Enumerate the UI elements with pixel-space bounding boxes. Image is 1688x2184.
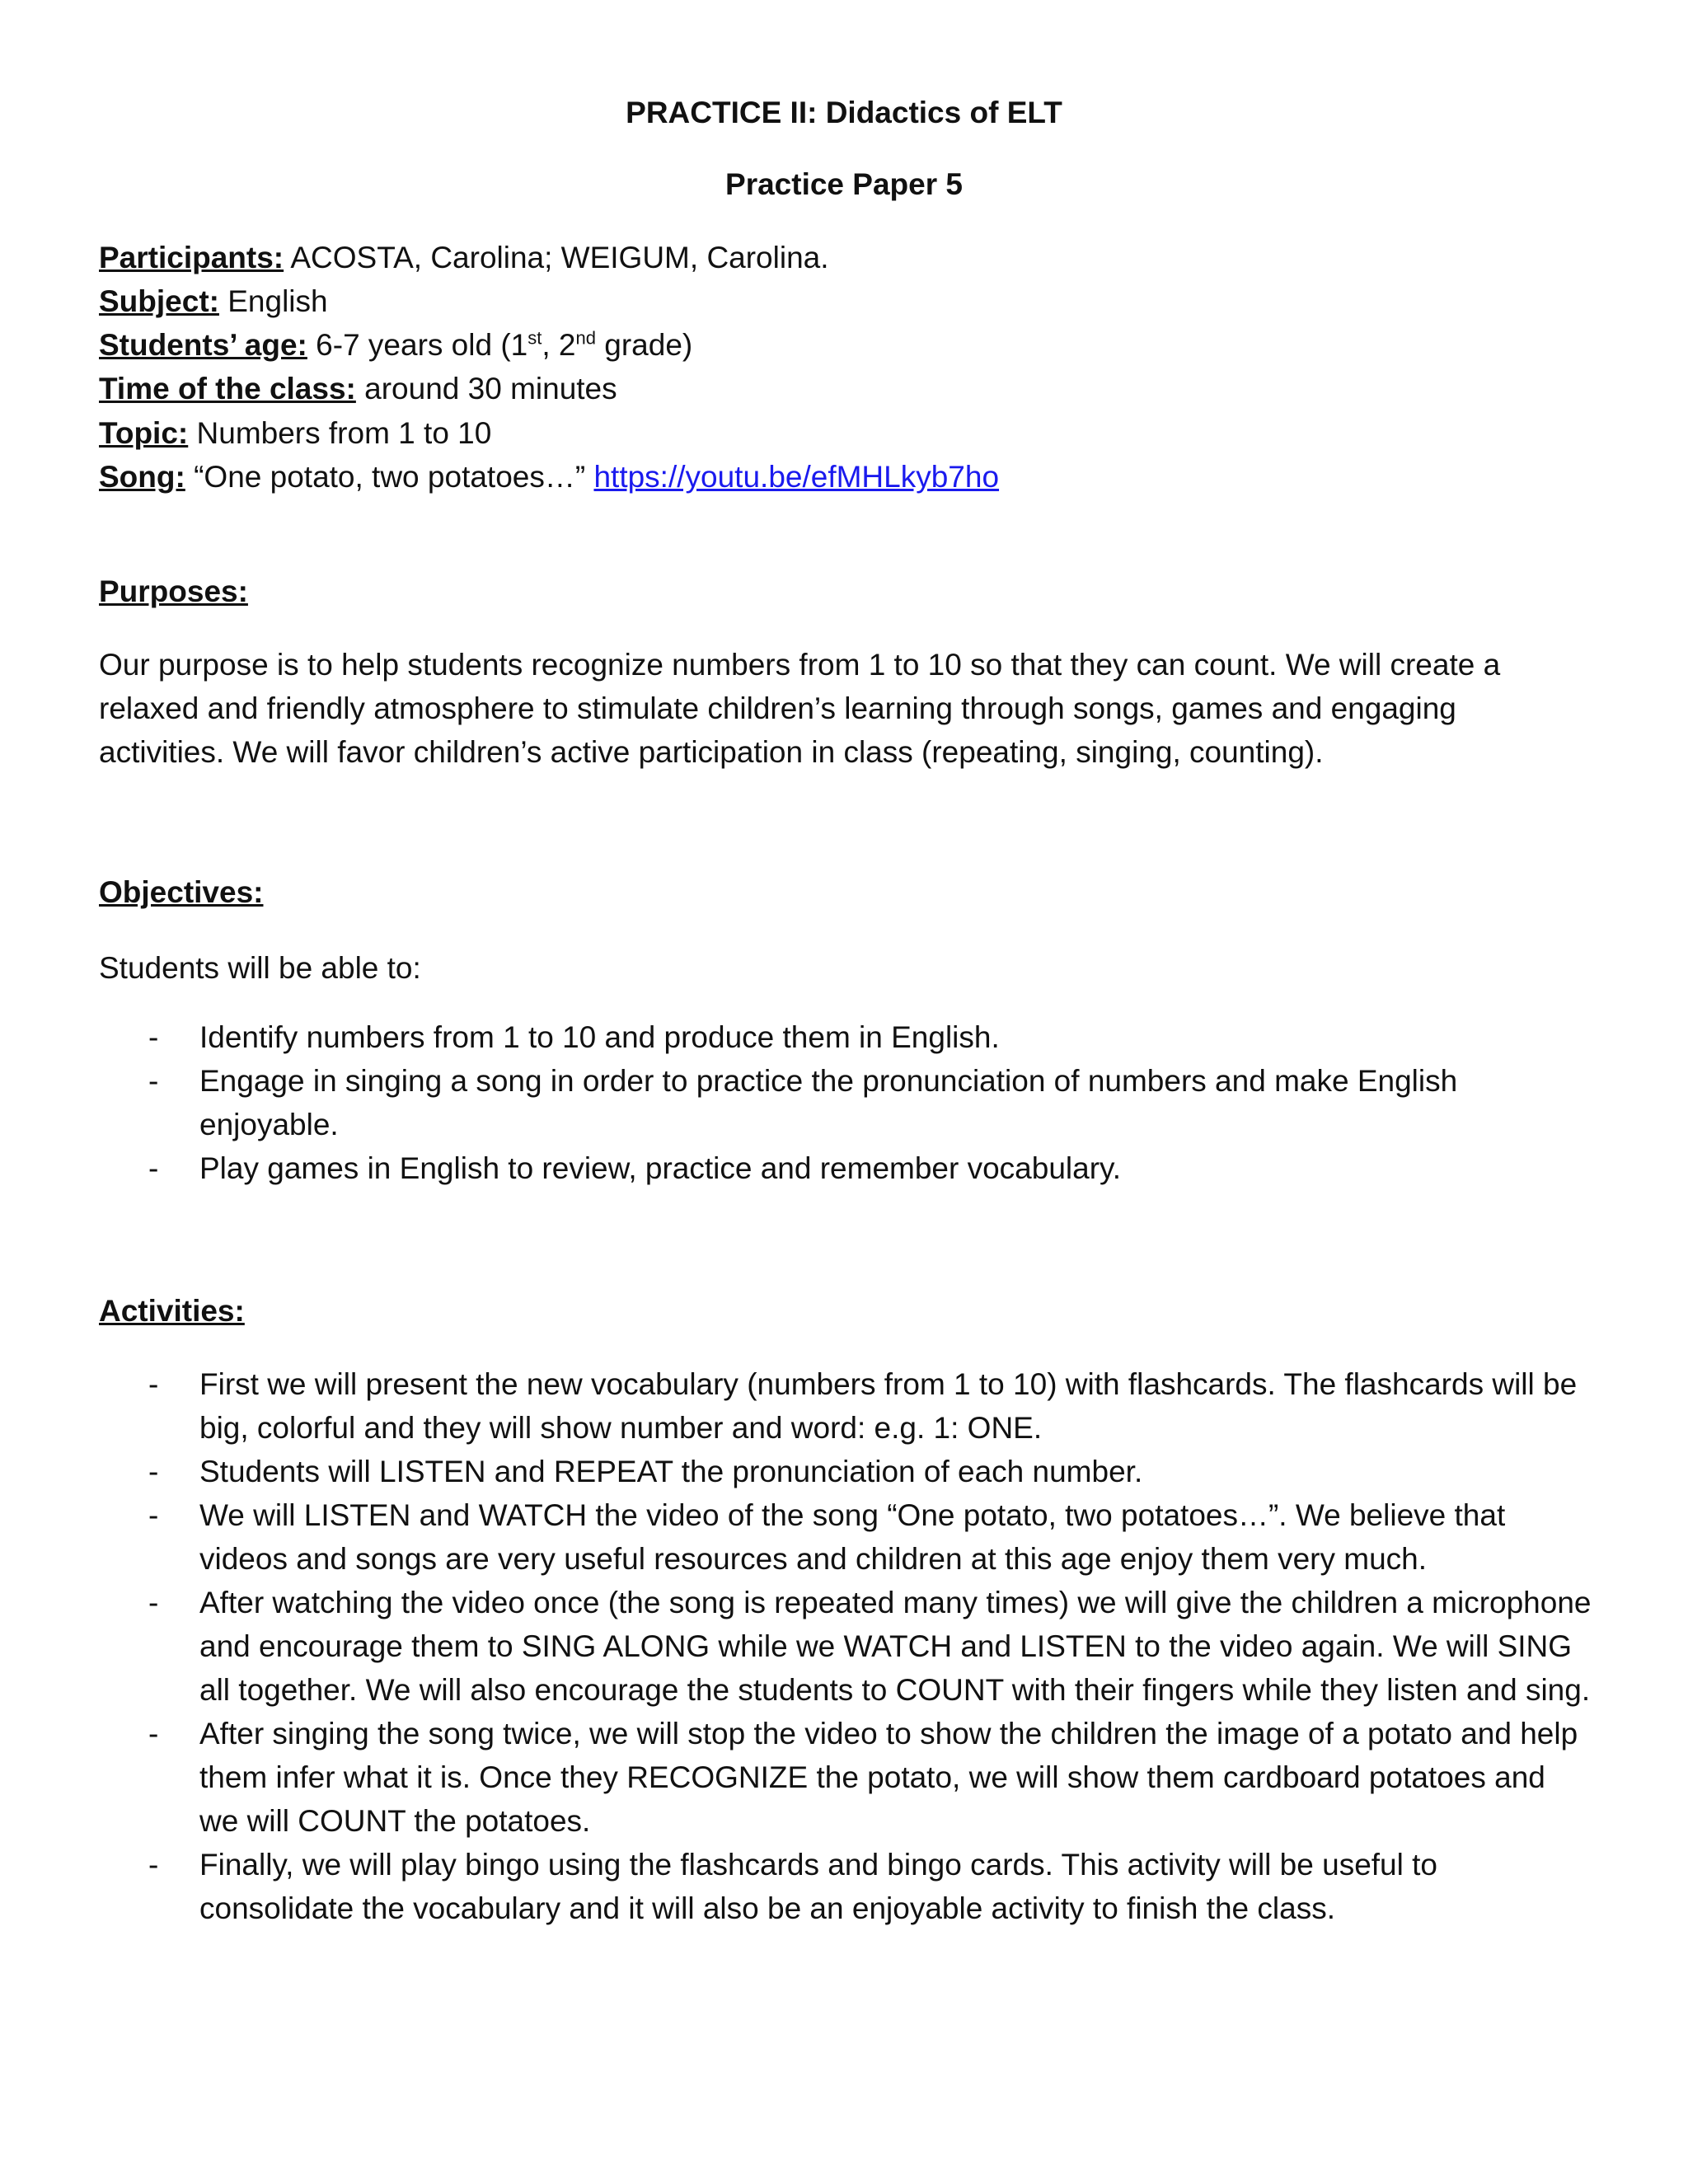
purposes-heading: Purposes: — [99, 574, 248, 608]
subject-label: Subject: — [99, 284, 219, 318]
song-link[interactable]: https://youtu.be/efMHLkyb7ho — [593, 460, 1000, 494]
purposes-text: Our purpose is to help students recognize numbers from 1 to 10 so that they can count. We will create a relaxed and friendly atmosphere to stimulate children’s learning through songs, games and engaging activities. We will favor children’s active participation in class (repeating, singing, counting). — [99, 648, 1501, 769]
topic-label: Topic: — [99, 416, 189, 450]
list-item: - We will LISTEN and WATCH the video of the song “One potato, two potatoes…”. We believe that videos and songs are very useful resources and children at this age enjoy them very much. — [148, 1498, 1506, 1576]
document-title: PRACTICE II: Didactics of ELT — [626, 96, 1062, 129]
participants-value: ACOSTA, Carolina; WEIGUM, Carolina. — [290, 241, 829, 274]
objectives-list — [0, 1015, 1592, 1190]
time-value: around 30 minutes — [364, 372, 617, 405]
list-item: - Engage in singing a song in order to practice the pronunciation of numbers and make English enjoyable. — [148, 1064, 1458, 1141]
objectives-heading: Objectives: — [99, 875, 264, 909]
subject-line — [99, 284, 328, 319]
objectives-intro: Students will be able to: — [99, 951, 421, 985]
age-label: Students’ age: — [99, 328, 307, 362]
topic-line — [99, 416, 491, 451]
time-label: Time of the class: — [99, 372, 356, 405]
song-line — [99, 460, 999, 494]
song-value: “One potato, two potatoes…” — [194, 460, 586, 494]
song-label: Song: — [99, 460, 185, 494]
document-subtitle: Practice Paper 5 — [725, 167, 963, 201]
list-item: - Students will LISTEN and REPEAT the pronunciation of each number. — [148, 1455, 1143, 1488]
subject-value: English — [227, 284, 328, 318]
list-item: - After watching the video once (the song is repeated many times) we will give the children a microphone and encourage them to SING ALONG while we WATCH and LISTEN to the video again. We will SING all together. We will also encourage the students to COUNT with their fingers while they listen and sing. — [148, 1586, 1592, 1707]
participants-label: Participants: — [99, 241, 284, 274]
list-item: - Play games in English to review, practice and remember vocabulary. — [148, 1151, 1122, 1185]
list-item: - Finally, we will play bingo using the flashcards and bingo cards. This activity will be useful to consolidate the vocabulary and it will also be an enjoyable activity to finish the class. — [148, 1848, 1437, 1925]
list-item: - First we will present the new vocabulary (numbers from 1 to 10) with flashcards. The flashcards will be big, colorful and they will show number and word: e.g. 1: ONE. — [148, 1367, 1578, 1445]
time-line — [99, 372, 617, 406]
age-value: 6-7 years old (1st, 2nd grade) — [316, 327, 693, 362]
list-item: - Identify numbers from 1 to 10 and produce them in English. — [148, 1020, 1000, 1054]
list-item: - After singing the song twice, we will stop the video to show the children the image of a potato and help them infer what it is. Once they RECOGNIZE the potato, we will show them cardboard potatoes and we will COUNT the potatoes. — [148, 1717, 1578, 1838]
activities-list — [0, 1362, 1592, 1930]
activities-heading: Activities: — [99, 1294, 245, 1328]
topic-value: Numbers from 1 to 10 — [196, 416, 492, 450]
age-line — [99, 328, 692, 363]
participants-line — [99, 241, 829, 275]
